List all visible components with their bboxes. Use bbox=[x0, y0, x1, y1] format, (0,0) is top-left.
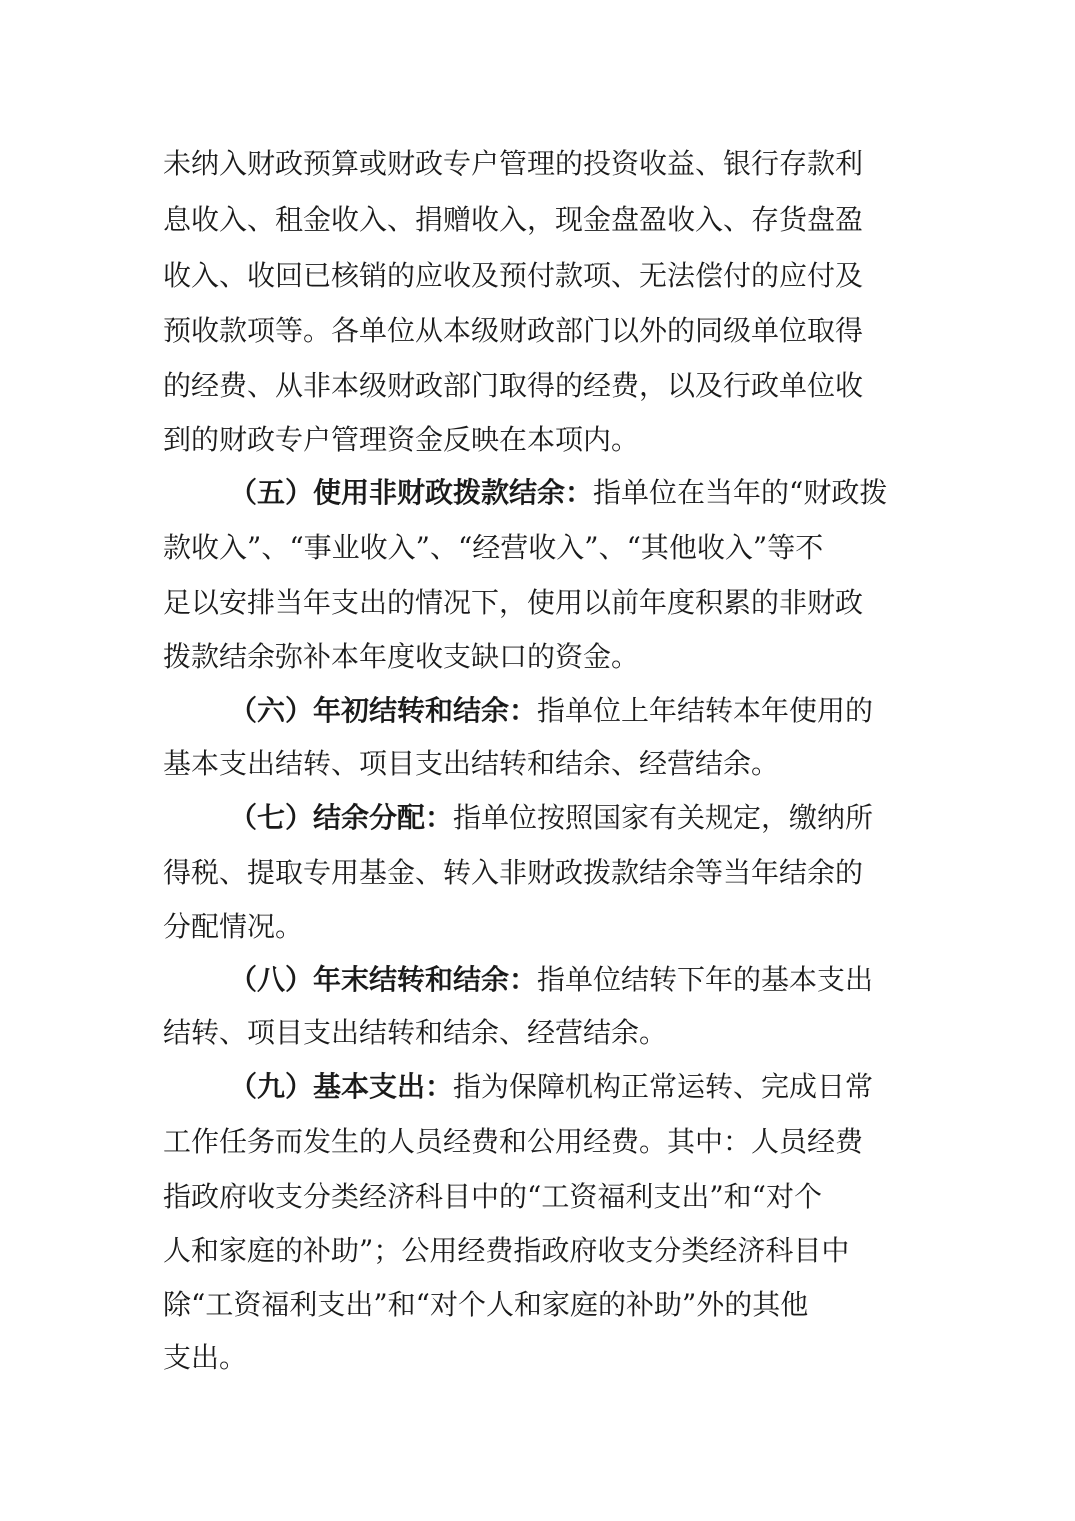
section-7-text: 指单位按照国家有关规定，缴纳所 bbox=[453, 801, 874, 834]
text-line-22: 除“工资福利支出”和“对个人和家庭的补助”外的其他 bbox=[163, 1288, 809, 1321]
text-line-5: 的经费、从非本级财政部门取得的经费，以及行政单位收 bbox=[163, 369, 864, 402]
text-line-3: 收入、收回已核销的应收及预付款项、无法偿付的应付及 bbox=[163, 259, 864, 292]
section-5-text: 指单位在当年的“财政拨 bbox=[593, 476, 888, 509]
text-line-2: 息收入、租金收入、捐赠收入，现金盘盈收入、存货盘盈 bbox=[163, 203, 864, 236]
text-line-8: 款收入”、“事业收入”、“经营收入”、“其他收入”等不 bbox=[163, 531, 824, 564]
section-6-heading: （六）年初结转和结余： bbox=[229, 694, 538, 727]
text-line-10: 拨款结余弥补本年度收支缺口的资金。 bbox=[163, 640, 640, 673]
text-line-21: 人和家庭的补助”；公用经费指政府收支分类经济科目中 bbox=[163, 1234, 850, 1267]
text-line-1: 未纳入财政预算或财政专户管理的投资收益、银行存款利 bbox=[163, 147, 864, 180]
section-6-first-line bbox=[229, 693, 873, 729]
section-8-first-line bbox=[229, 962, 873, 998]
text-line-15: 分配情况。 bbox=[163, 910, 304, 943]
section-8-text: 指单位结转下年的基本支出 bbox=[537, 963, 874, 996]
text-line-23: 支出。 bbox=[163, 1341, 248, 1374]
text-line-9: 足以安排当年支出的情况下，使用以前年度积累的非财政 bbox=[163, 586, 864, 619]
section-7-first-line bbox=[229, 800, 873, 836]
text-line-6: 到的财政专户管理资金反映在本项内。 bbox=[163, 423, 640, 456]
section-7-heading: （七）结余分配： bbox=[229, 801, 454, 834]
section-8-heading: （八）年末结转和结余： bbox=[229, 963, 538, 996]
section-9-first-line bbox=[229, 1069, 873, 1105]
section-9-text: 指为保障机构正常运转、完成日常 bbox=[453, 1070, 874, 1103]
section-5-first-line bbox=[229, 475, 887, 511]
text-line-12: 基本支出结转、项目支出结转和结余、经营结余。 bbox=[163, 747, 780, 780]
section-5-heading: （五）使用非财政拨款结余： bbox=[229, 476, 594, 509]
text-line-19: 工作任务而发生的人员经费和公用经费。其中：人员经费 bbox=[163, 1125, 864, 1158]
text-line-20: 指政府收支分类经济科目中的“工资福利支出”和“对个 bbox=[163, 1180, 822, 1213]
section-9-heading: （九）基本支出： bbox=[229, 1070, 454, 1103]
text-line-4: 预收款项等。各单位从本级财政部门以外的同级单位取得 bbox=[163, 314, 864, 347]
text-line-17: 结转、项目支出结转和结余、经营结余。 bbox=[163, 1016, 668, 1049]
section-6-text: 指单位上年结转本年使用的 bbox=[537, 694, 874, 727]
text-line-14: 得税、提取专用基金、转入非财政拨款结余等当年结余的 bbox=[163, 856, 864, 889]
